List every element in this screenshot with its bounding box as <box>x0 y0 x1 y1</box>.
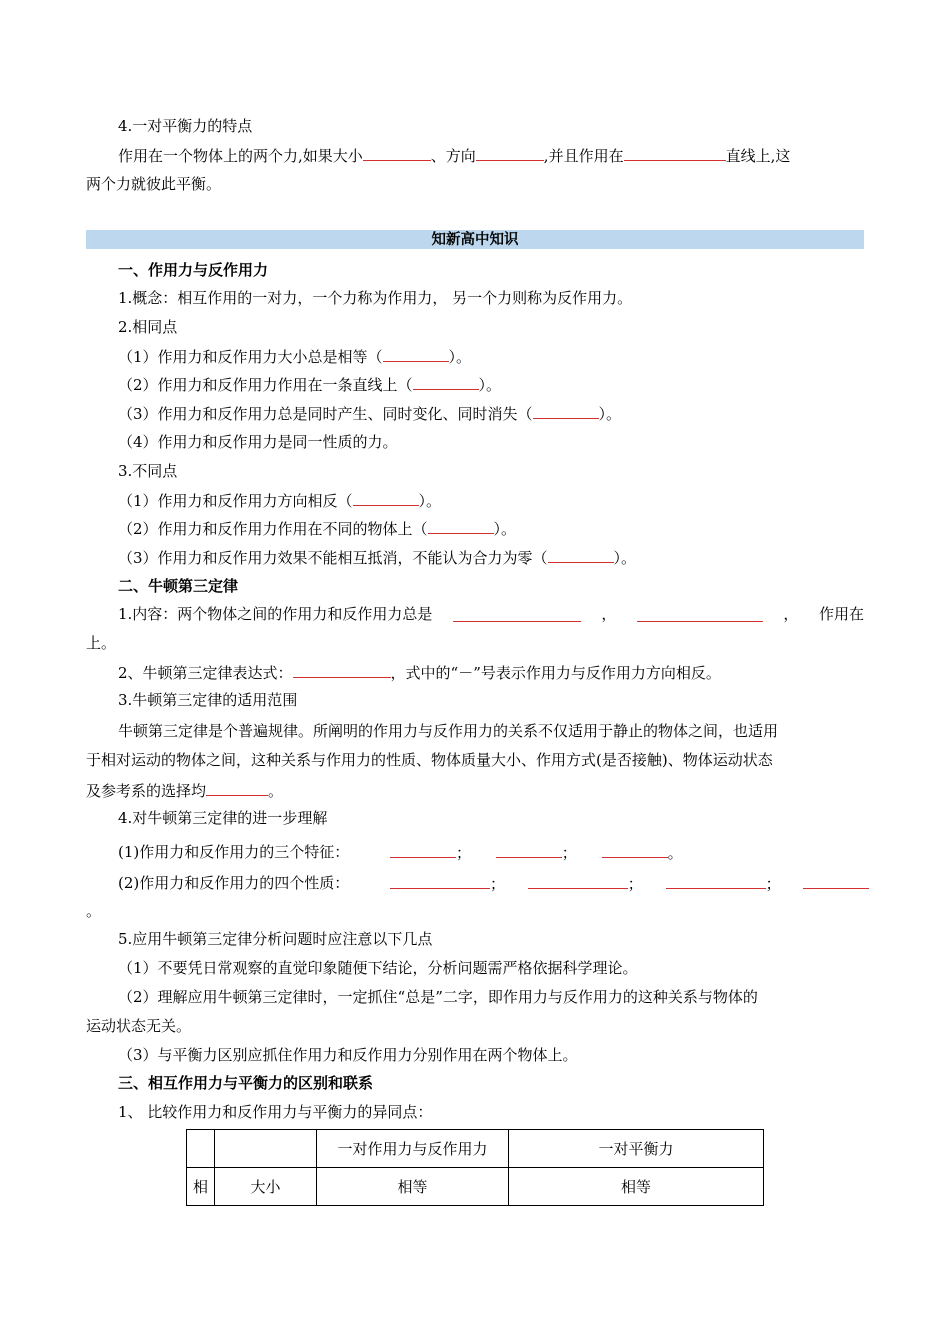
law-expression: 2、牛顿第三定律表达式： ，式中的“－”号表示作用力与反作用力方向相反。 <box>118 664 721 682</box>
fill-blank[interactable] <box>533 403 599 419</box>
fill-blank[interactable] <box>602 842 668 858</box>
same-point-3: （3）作用力和反作用力总是同时产生、同时变化、同时消失（ ）。 <box>118 405 622 423</box>
fill-blank[interactable] <box>353 490 419 506</box>
table-cell: 相等 <box>317 1168 509 1206</box>
table-row <box>187 1168 764 1206</box>
table-cell: 相等 <box>509 1168 764 1206</box>
law-notes-title: 5.应用牛顿第三定律分析问题时应注意以下几点 <box>118 930 433 948</box>
table-cell <box>215 1130 317 1168</box>
table-header-cell: 一对平衡力 <box>509 1130 764 1168</box>
table-cell <box>187 1130 215 1168</box>
four-properties-period: 。 <box>86 902 102 920</box>
heading-2: 二、牛顿第三定律 <box>118 577 239 595</box>
law-content-line2: 上。 <box>86 634 117 652</box>
table-cell: 相 <box>187 1168 215 1206</box>
three-features-label: (1)作用力和反作用力的三个特征： <box>118 843 350 861</box>
same-point-4: （4）作用力和反作用力是同一性质的力。 <box>118 433 398 451</box>
law-note-3: （3）与平衡力区别应抓住作用力和反作用力分别作用在两个物体上。 <box>118 1046 578 1064</box>
law-note-2-line2: 运动状态无关。 <box>86 1017 192 1035</box>
four-properties-label: (2)作用力和反作用力的四个性质： <box>118 874 350 892</box>
four-properties-blanks: ； ； ； <box>390 873 869 894</box>
heading-1: 一、作用力与反作用力 <box>118 261 269 279</box>
three-features-blanks: ； ； 。 <box>390 842 683 863</box>
fill-blank[interactable] <box>453 606 581 622</box>
law-scope-title: 3.牛顿第三定律的适用范围 <box>118 691 298 709</box>
fill-blank[interactable] <box>428 518 494 534</box>
fill-blank[interactable] <box>528 873 628 889</box>
section-4-title: 4.一对平衡力的特点 <box>118 117 253 135</box>
concept-text: 1.概念：相互作用的一对力，一个力称为作用力， 另一个力则称为反作用力。 <box>118 289 633 307</box>
fill-blank[interactable] <box>548 547 614 563</box>
fill-blank[interactable] <box>803 873 869 889</box>
diff-point-3: （3）作用力和反作用力效果不能相互抵消，不能认为合力为零（ ）。 <box>118 549 637 567</box>
same-point-1: （1）作用力和反作用力大小总是相等（ ）。 <box>118 348 472 366</box>
fill-blank[interactable] <box>383 346 449 362</box>
law-scope-line3: 及参考系的选择均 。 <box>86 782 284 800</box>
fill-blank[interactable] <box>206 780 268 796</box>
diff-points-title: 3.不同点 <box>118 462 178 480</box>
fill-blank[interactable] <box>637 606 763 622</box>
law-scope-line2: 于相对运动的物体之间，这种关系与作用力的性质、物体质量大小、作用方式(是否接触)、物体运动状态 <box>86 751 773 769</box>
fill-blank[interactable] <box>390 842 456 858</box>
fill-blank[interactable] <box>413 374 479 390</box>
section-banner: 知新高中知识 <box>86 230 864 249</box>
table-cell: 大小 <box>215 1168 317 1206</box>
heading-3: 三、相互作用力与平衡力的区别和联系 <box>118 1074 374 1092</box>
table-header-row <box>187 1130 764 1168</box>
law-scope-line1: 牛顿第三定律是个普遍规律。所阐明的作用力与反作用力的关系不仅适用于静止的物体之间，也适用 <box>118 722 779 740</box>
law-content-line1: 1.内容：两个物体之间的作用力和反作用力总是 ， ， 作用在 <box>118 605 864 623</box>
section-4-body-line2: 两个力就彼此平衡。 <box>86 175 222 193</box>
fill-blank[interactable] <box>624 145 726 161</box>
law-note-2-line1: （2）理解应用牛顿第三定律时，一定抓住“总是”二字，即作用力与反作用力的这种关系与物体的 <box>118 988 758 1006</box>
same-point-2: （2）作用力和反作用力作用在一条直线上（ ）。 <box>118 376 502 394</box>
fill-blank[interactable] <box>476 145 544 161</box>
fill-blank[interactable] <box>293 662 391 678</box>
fill-blank[interactable] <box>363 145 431 161</box>
law-understanding-title: 4.对牛顿第三定律的进一步理解 <box>118 809 328 827</box>
same-points-title: 2.相同点 <box>118 318 178 336</box>
law-note-1: （1）不要凭日常观察的直觉印象随便下结论，分析问题需严格依据科学理论。 <box>118 959 638 977</box>
fill-blank[interactable] <box>496 842 562 858</box>
diff-point-1: （1）作用力和反作用力方向相反（ ）。 <box>118 492 442 510</box>
fill-blank[interactable] <box>666 873 766 889</box>
fill-blank[interactable] <box>390 873 490 889</box>
comparison-intro: 1、 比较作用力和反作用力与平衡力的异同点： <box>118 1103 433 1121</box>
comparison-table <box>186 1129 764 1206</box>
section-4-body-line1: 作用在一个物体上的两个力,如果大小 、方向 ,并且作用在 直线上,这 <box>118 147 791 165</box>
diff-point-2: （2）作用力和反作用力作用在不同的物体上（ ）。 <box>118 520 517 538</box>
table-header-cell: 一对作用力与反作用力 <box>317 1130 509 1168</box>
